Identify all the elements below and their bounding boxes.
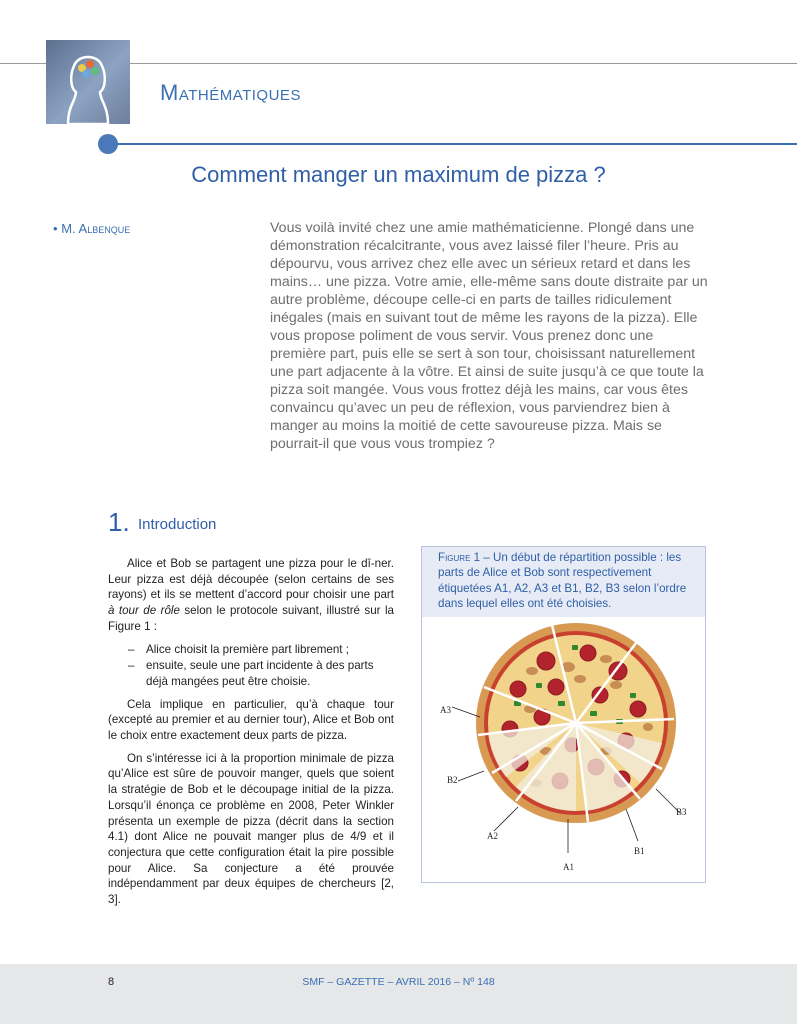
list-item xyxy=(128,642,394,658)
label-b3: B3 xyxy=(676,807,687,817)
author-line xyxy=(53,221,130,236)
journal-footer: SMF – GAZETTE – AVRIL 2016 – Nº 148 xyxy=(302,976,495,988)
pizza-illustration xyxy=(422,613,705,878)
dash: – xyxy=(128,659,135,673)
paragraph-text: Alice et Bob se partagent une pizza pour le dî-ner. Leur pizza est déjà découpée (selon certains de ses rayons) et ils se mettent d’accord pour choisir une part xyxy=(108,557,394,602)
abstract: Vous voilà invité chez une amie mathématicienne. Plongé dans une démonstration récalcitrante, vous avez laissé filer l’heure. Pris au dépourvu, vous arrivez chez elle avec un sérieux retard et dans les mains… une pizza. Votre amie, elle-même sans doute distraite par un autre problème, découpe celle-ci en parts de tailles ridiculement inégales (mais en suivant tout de même les rayons de la pizza). Elle vous propose poliment de vous servir. Vous prenez donc une première part, puis elle se sert à son tour, choisissant naturellement une part adjacente à la vôtre. Et ainsi de suite jusqu’à ce que toute la pizza soit mangée. Vous vous frottez déjà les mains, car vous êtes convaincu qu’avec un peu de réflexion, vous parviendrez bien à manger au moins la moitié de cette savoureuse pizza. Mais se pourrait-il que vous vous trompiez ? xyxy=(270,220,708,452)
author-bullet: • xyxy=(53,221,58,236)
body-column xyxy=(108,556,394,915)
label-a3: A3 xyxy=(440,705,451,715)
section-dot xyxy=(98,134,118,154)
figure-caption-text: – Un début de répartition possible : les parts de Alice et Bob sont respectivement étiquetées A1, A2, A3 et B1, B2, B3 selon l’ordre dans lequel elles ont été choisies. xyxy=(438,551,687,611)
list-item-text: ensuite, seule une part incidente à des parts déjà mangées peut être choisie. xyxy=(146,659,374,688)
label-b2: B2 xyxy=(447,775,458,785)
list-item-text: Alice choisit la première part librement ; xyxy=(146,642,349,656)
pizza-image xyxy=(452,623,680,853)
section-number: 1. xyxy=(108,507,130,537)
dash: – xyxy=(128,642,135,656)
label-a1: A1 xyxy=(563,862,574,872)
author-name: M. Albenque xyxy=(61,221,131,236)
figure-label: Figure 1 xyxy=(438,551,481,564)
section-rule xyxy=(116,143,797,145)
head-brain-icon xyxy=(46,40,130,124)
article-title: Comment manger un maximum de pizza ? xyxy=(191,162,606,187)
emphasis: à tour de rôle xyxy=(108,604,180,618)
paragraph xyxy=(108,556,394,635)
section-title: Mathématiques xyxy=(160,80,301,105)
protocol-list xyxy=(108,642,394,690)
paragraph: On s’intéresse ici à la proportion minimale de pizza qu’Alice est sûre de pouvoir manger, quels que soient la stratégie de Bob et le découpage initial de la pizza. Lorsqu’il énonça ce problème en 2008, Peter Winkler présenta un exemple de pizza (décrit dans la section 4.1) dont Alice ne pouvait manger plus de 4/9 et il conjectura que cette configuration était la pire possible pour Alice. Sa conjecture a été prouvée indépendamment par deux équipes de chercheurs [2, 3]. xyxy=(108,751,394,907)
footer-band xyxy=(0,964,797,1024)
figure xyxy=(421,546,706,883)
section-heading: Introduction xyxy=(138,516,217,533)
page-number: 8 xyxy=(108,976,115,988)
paragraph-text: selon le protocole suivant, illustré sur la Figure 1 : xyxy=(108,604,394,633)
list-item xyxy=(128,658,394,689)
paragraph: Cela implique en particulier, qu’à chaque tour (excepté au premier et au dernier tour), Alice et Bob ont le choix entre exactement deux parts de pizza. xyxy=(108,697,394,743)
label-a2: A2 xyxy=(487,831,498,841)
label-b1: B1 xyxy=(634,846,645,856)
figure-caption xyxy=(422,547,705,617)
